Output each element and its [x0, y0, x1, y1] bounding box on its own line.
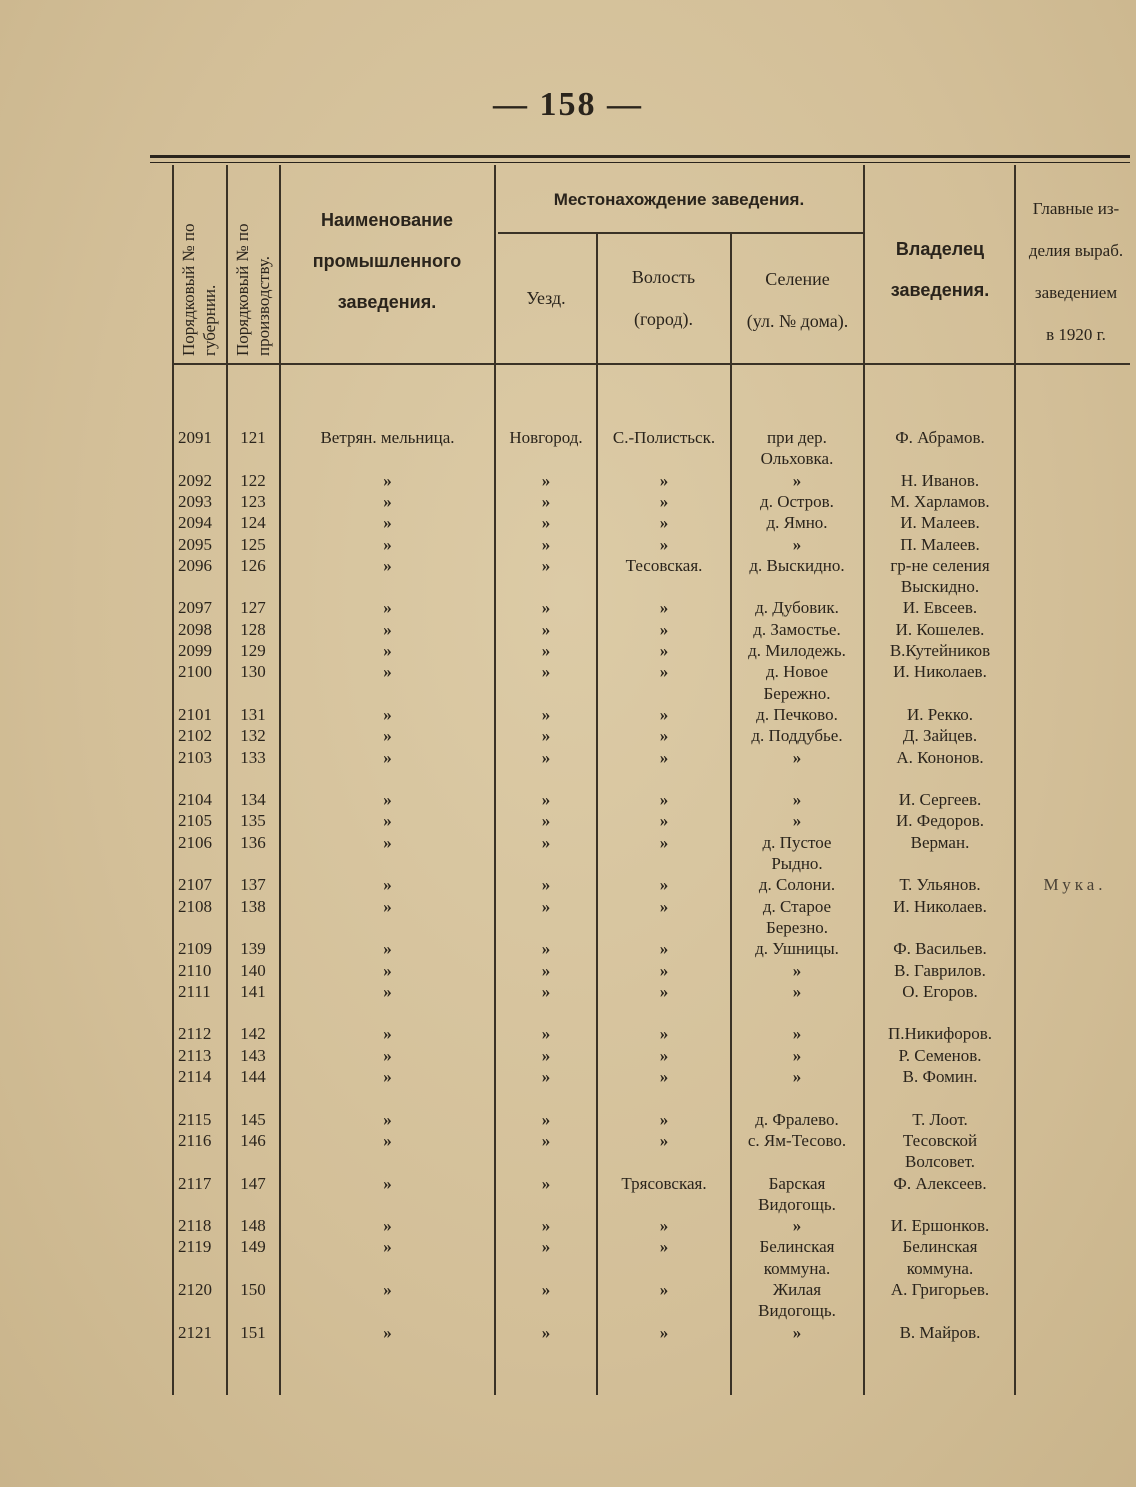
row-selenie: »: [792, 1045, 802, 1065]
row-number-gubernia: 2117: [178, 1173, 212, 1193]
row-owner: О. Егоров.: [902, 981, 978, 1001]
row-volost: »: [659, 1024, 669, 1044]
table-row: [0, 1087, 1136, 1109]
row-volost: С.-Полистьск.: [612, 428, 716, 447]
row-volost: Трясовская.: [621, 1173, 707, 1193]
row-number-gubernia: 2094: [178, 513, 212, 533]
row-owner: В. Фомин.: [902, 1067, 978, 1086]
subheader-rule: [498, 232, 863, 234]
row-number-gubernia: 2099: [178, 641, 212, 660]
row-name: »: [383, 790, 392, 810]
header-col-selenie: Селение (ул. № дома).: [746, 269, 849, 331]
row-owner: В. Майров.: [899, 1322, 981, 1342]
table-row: [0, 1023, 1136, 1045]
row-number-production: 143: [240, 1045, 266, 1065]
row-selenie: д. Печково.: [756, 704, 838, 724]
table-row: [0, 640, 1136, 662]
row-volost: »: [659, 662, 669, 682]
row-uezd: »: [541, 1280, 551, 1299]
row-selenie: »: [792, 981, 802, 1001]
row-number-gubernia: 2113: [178, 1045, 212, 1065]
row-uezd: »: [541, 811, 551, 831]
table-row: [0, 747, 1136, 769]
row-name: »: [383, 662, 392, 682]
row-selenie: д. Дубовик.: [755, 598, 839, 618]
row-number-gubernia: 2120: [178, 1280, 212, 1299]
row-owner: Ф. Васильев.: [893, 939, 987, 959]
row-owner: И. Кошелев.: [895, 619, 985, 639]
row-uezd: »: [541, 1216, 551, 1236]
row-selenie: »: [792, 534, 802, 554]
row-owner: И. Малеев.: [900, 513, 980, 533]
row-volost: »: [659, 832, 669, 852]
row-name: »: [383, 811, 392, 831]
row-number-gubernia: 2096: [178, 555, 212, 575]
row-number-gubernia: 2092: [178, 470, 212, 490]
row-selenie: д. Старое: [762, 896, 832, 916]
row-number-gubernia: 2107: [178, 875, 212, 895]
row-selenie: Ольховка.: [760, 449, 834, 469]
table-row: [0, 1215, 1136, 1237]
header-col-volost: Волость (город).: [631, 267, 696, 329]
row-name: »: [383, 981, 392, 1001]
row-uezd: »: [541, 641, 551, 660]
row-selenie: д. Пустое: [762, 832, 832, 852]
table-row: [0, 810, 1136, 832]
table-row: [0, 576, 1136, 598]
row-uezd: »: [541, 1173, 551, 1193]
table-row: [0, 427, 1136, 449]
row-owner: А. Григорьев.: [890, 1280, 990, 1299]
row-number-production: 135: [240, 811, 266, 831]
row-selenie: с. Ям-Тесово.: [747, 1130, 847, 1150]
row-number-production: 140: [240, 960, 266, 980]
row-name: »: [383, 534, 392, 554]
table-row: [0, 1173, 1136, 1195]
row-owner: коммуна.: [906, 1258, 974, 1278]
table-row: [0, 1258, 1136, 1280]
row-selenie: Видогощь.: [758, 1301, 836, 1321]
row-selenie: д. Фралево.: [755, 1109, 839, 1129]
row-name: »: [383, 747, 392, 767]
table-row: [0, 789, 1136, 811]
table-row: [0, 1109, 1136, 1131]
row-uezd: »: [541, 875, 551, 895]
header-col-products: Главные из- делия выраб. заведением в 1920 г.: [1028, 199, 1124, 344]
table-row: [0, 491, 1136, 513]
row-selenie: Видогощь.: [758, 1194, 836, 1214]
row-number-production: 122: [240, 470, 266, 490]
row-owner: Д. Зайцев.: [902, 726, 978, 746]
row-owner: М. Харламов.: [890, 491, 990, 511]
row-volost: »: [659, 598, 669, 618]
row-volost: »: [659, 1280, 669, 1299]
row-uezd: »: [541, 981, 551, 1001]
table-row: [0, 534, 1136, 556]
row-number-gubernia: 2119: [178, 1237, 212, 1257]
row-number-production: 125: [240, 534, 266, 554]
row-name: Ветрян. мельница.: [320, 428, 455, 447]
row-owner: И. Николаев.: [893, 662, 987, 682]
top-rule-thin: [150, 162, 1130, 163]
row-owner: Т. Лоот.: [912, 1109, 968, 1129]
row-volost: »: [659, 790, 669, 810]
table-row: [0, 1045, 1136, 1067]
row-owner: Верман.: [910, 832, 970, 852]
header-bottom-rule: [172, 363, 1130, 365]
row-number-gubernia: 2116: [178, 1130, 212, 1150]
row-owner: И. Сергеев.: [898, 790, 982, 810]
row-volost: »: [659, 726, 669, 746]
row-uezd: »: [541, 726, 551, 746]
row-number-gubernia: 2102: [178, 726, 212, 746]
row-name: »: [383, 619, 392, 639]
row-owner: Н. Иванов.: [900, 470, 980, 490]
row-number-production: 129: [240, 641, 266, 660]
table-row: [0, 1066, 1136, 1088]
table-row: [0, 981, 1136, 1003]
header-col-name: Наименование промышленного заведения.: [312, 210, 462, 312]
row-selenie: Барская: [768, 1173, 826, 1193]
row-owner: А. Кононов.: [896, 747, 984, 767]
row-selenie: при дер.: [767, 428, 827, 447]
row-uezd: »: [541, 598, 551, 618]
row-uezd: »: [541, 470, 551, 490]
row-volost: »: [659, 811, 669, 831]
row-volost: »: [659, 1067, 669, 1086]
row-name: »: [383, 491, 392, 511]
row-owner: И. Николаев.: [893, 896, 987, 916]
row-uezd: »: [541, 1130, 551, 1150]
row-number-gubernia: 2100: [178, 662, 212, 682]
row-volost: »: [659, 513, 669, 533]
row-uezd: »: [541, 747, 551, 767]
row-owner: Ф. Абрамов.: [895, 428, 985, 447]
row-number-production: 146: [240, 1130, 266, 1150]
row-number-production: 145: [240, 1109, 266, 1129]
header-col-gubernia: Порядковый № по губернии.: [179, 223, 219, 356]
row-volost: »: [659, 960, 669, 980]
row-selenie: Белинская: [759, 1237, 835, 1257]
row-uezd: »: [541, 1109, 551, 1129]
row-volost: »: [659, 875, 669, 895]
row-number-gubernia: 2105: [178, 811, 212, 831]
row-name: »: [383, 1216, 392, 1236]
table-row: [0, 960, 1136, 982]
row-volost: »: [659, 747, 669, 767]
row-owner: Белинская: [902, 1237, 978, 1257]
row-number-production: 121: [240, 428, 266, 447]
row-number-production: 138: [240, 896, 266, 916]
row-owner: П.Никифоров.: [887, 1024, 993, 1044]
row-number-gubernia: 2103: [178, 747, 212, 767]
row-number-gubernia: 2121: [178, 1322, 212, 1342]
row-name: »: [383, 598, 392, 618]
row-number-production: 132: [240, 726, 266, 746]
row-name: »: [383, 1322, 392, 1342]
row-selenie: »: [792, 811, 802, 831]
table-row: [0, 832, 1136, 854]
row-owner: Т. Ульянов.: [899, 875, 981, 895]
row-number-gubernia: 2101: [178, 704, 212, 724]
row-number-production: 128: [240, 619, 266, 639]
table-row: [0, 619, 1136, 641]
row-volost: »: [659, 1045, 669, 1065]
row-volost: »: [659, 470, 669, 490]
header-col-location: Местонахождение заведения.: [553, 190, 805, 209]
row-selenie: »: [792, 470, 802, 490]
row-number-gubernia: 2112: [178, 1024, 212, 1044]
row-uezd: »: [541, 704, 551, 724]
row-selenie: »: [792, 1216, 802, 1236]
table-row: [0, 555, 1136, 577]
row-number-production: 133: [240, 747, 266, 767]
table-row: [0, 853, 1136, 875]
row-uezd: »: [541, 790, 551, 810]
row-selenie: Березно.: [765, 917, 829, 937]
row-uezd: »: [541, 960, 551, 980]
row-owner: И. Евсеев.: [902, 598, 978, 618]
row-number-gubernia: 2097: [178, 598, 212, 618]
table-row: [0, 1279, 1136, 1301]
table-row: [0, 768, 1136, 790]
row-owner: И. Ершонков.: [890, 1216, 990, 1236]
row-owner: П. Малеев.: [900, 534, 980, 554]
row-volost: »: [659, 981, 669, 1001]
table-row: [0, 1236, 1136, 1258]
row-uezd: »: [541, 1237, 551, 1257]
row-selenie: д. Выскидно.: [749, 555, 845, 575]
row-selenie: д. Ушницы.: [755, 939, 839, 959]
row-volost: »: [659, 1322, 669, 1342]
table-row: [0, 1002, 1136, 1024]
row-uezd: »: [541, 1322, 551, 1342]
row-name: »: [383, 1109, 392, 1129]
table-row: [0, 1130, 1136, 1152]
row-number-production: 136: [240, 832, 266, 852]
row-volost: »: [659, 704, 669, 724]
table-row: [0, 938, 1136, 960]
row-selenie: д. Замостье.: [753, 619, 841, 639]
row-volost: »: [659, 939, 669, 959]
row-owner: Р. Семенов.: [898, 1045, 982, 1065]
row-number-production: 148: [240, 1216, 266, 1236]
row-name: »: [383, 470, 392, 490]
row-uezd: »: [541, 1045, 551, 1065]
row-number-production: 131: [240, 704, 266, 724]
row-number-production: 127: [240, 598, 266, 618]
row-number-production: 142: [240, 1024, 266, 1044]
table-row: [0, 874, 1136, 896]
row-number-gubernia: 2114: [178, 1067, 212, 1086]
table-row: [0, 597, 1136, 619]
row-selenie: »: [792, 1322, 802, 1342]
row-selenie: д. Ямно.: [766, 513, 828, 533]
row-uezd: »: [541, 491, 551, 511]
table-row: [0, 512, 1136, 534]
row-number-production: 123: [240, 491, 266, 511]
row-owner: Выскидно.: [900, 577, 980, 597]
page-number: — 158 —: [493, 86, 643, 123]
table-row: [0, 1194, 1136, 1216]
row-volost: »: [659, 1216, 669, 1236]
header-col-production: Порядковый № по производству.: [233, 223, 273, 356]
row-selenie: »: [792, 790, 802, 810]
row-number-gubernia: 2109: [178, 939, 212, 959]
row-name: »: [383, 1024, 392, 1044]
row-uezd: »: [541, 534, 551, 554]
row-selenie: Жилая: [772, 1280, 822, 1299]
header-col-uezd: Уезд.: [526, 288, 566, 308]
row-name: »: [383, 1237, 392, 1257]
row-selenie: »: [792, 747, 802, 767]
row-volost: »: [659, 491, 669, 511]
row-uezd: »: [541, 619, 551, 639]
row-name: »: [383, 555, 392, 575]
table-row: [0, 1151, 1136, 1173]
row-volost: »: [659, 1130, 669, 1150]
table-row: [0, 704, 1136, 726]
table-row: [0, 1300, 1136, 1322]
row-selenie: д. Солони.: [758, 875, 836, 895]
row-number-production: 137: [240, 875, 266, 895]
row-name: »: [383, 641, 392, 660]
row-name: »: [383, 1067, 392, 1086]
row-name: »: [383, 896, 392, 916]
row-number-gubernia: 2108: [178, 896, 212, 916]
row-volost: »: [659, 1237, 669, 1257]
row-volost: »: [659, 534, 669, 554]
table-row: [0, 896, 1136, 918]
row-number-production: 134: [240, 790, 266, 810]
table-row: [0, 448, 1136, 470]
row-owner: И. Рекко.: [907, 704, 973, 724]
row-number-production: 124: [240, 513, 266, 533]
row-selenie: д. Остров.: [760, 491, 834, 511]
row-volost: »: [659, 641, 669, 660]
row-selenie: »: [792, 1024, 802, 1044]
row-number-gubernia: 2118: [178, 1216, 212, 1236]
row-selenie: Бережно.: [763, 683, 831, 703]
row-number-gubernia: 2098: [178, 619, 212, 639]
row-owner: Ф. Алексеев.: [893, 1173, 987, 1193]
row-name: »: [383, 704, 392, 724]
row-selenie: д. Милодежь.: [748, 641, 846, 660]
table-row: [0, 1322, 1136, 1344]
row-number-production: 130: [240, 662, 266, 682]
row-number-gubernia: 2091: [178, 428, 212, 447]
row-owner: Тесовской: [902, 1130, 978, 1150]
row-uezd: »: [541, 662, 551, 682]
row-number-production: 150: [240, 1280, 266, 1299]
row-uezd: »: [541, 1024, 551, 1044]
top-rule: [150, 155, 1130, 158]
row-owner: В. Гаврилов.: [894, 960, 986, 980]
row-number-production: 126: [240, 555, 266, 575]
row-number-gubernia: 2093: [178, 491, 212, 511]
row-uezd: »: [541, 939, 551, 959]
row-volost: Тесовская.: [625, 555, 703, 575]
row-volost: »: [659, 619, 669, 639]
row-number-gubernia: 2115: [178, 1109, 212, 1129]
row-selenie: д. Новое: [765, 662, 829, 682]
row-number-gubernia: 2095: [178, 534, 212, 554]
row-owner: В.Кутейников: [889, 641, 991, 660]
row-name: »: [383, 1130, 392, 1150]
row-number-production: 151: [240, 1322, 266, 1342]
row-owner: И. Федоров.: [896, 811, 984, 831]
row-name: »: [383, 832, 392, 852]
table-row: [0, 917, 1136, 939]
row-name: »: [383, 1173, 392, 1193]
table-row: [0, 470, 1136, 492]
row-selenie: »: [792, 960, 802, 980]
row-name: »: [383, 1280, 392, 1299]
row-uezd: »: [541, 555, 551, 575]
row-number-gubernia: 2106: [178, 832, 212, 852]
row-number-gubernia: 2110: [178, 960, 212, 980]
row-owner: Волсовет.: [904, 1152, 976, 1172]
row-volost: »: [659, 896, 669, 916]
row-name: »: [383, 726, 392, 746]
row-name: »: [383, 513, 392, 533]
row-selenie: Рыдно.: [771, 854, 823, 873]
row-uezd: »: [541, 832, 551, 852]
row-number-gubernia: 2111: [178, 981, 211, 1001]
row-number-production: 147: [240, 1173, 266, 1193]
row-uezd: »: [541, 1067, 551, 1086]
row-uezd: Новгород.: [509, 428, 583, 447]
row-number-production: 139: [240, 939, 266, 959]
row-name: »: [383, 960, 392, 980]
table-row: [0, 661, 1136, 683]
table-row: [0, 725, 1136, 747]
row-owner: гр-не селения: [890, 555, 990, 575]
row-selenie: коммуна.: [763, 1258, 831, 1278]
row-volost: »: [659, 1109, 669, 1129]
row-name: »: [383, 939, 392, 959]
row-selenie: »: [792, 1067, 802, 1086]
row-number-gubernia: 2104: [178, 790, 212, 810]
header-col-owner: Владелец заведения.: [890, 239, 990, 300]
row-number-production: 144: [240, 1067, 266, 1086]
table-row: [0, 683, 1136, 705]
row-uezd: »: [541, 896, 551, 916]
row-name: »: [383, 875, 392, 895]
row-name: »: [383, 1045, 392, 1065]
product-value: Мука.: [1043, 875, 1107, 894]
row-selenie: д. Поддубье.: [751, 726, 843, 746]
row-uezd: »: [541, 513, 551, 533]
row-number-production: 141: [240, 981, 266, 1001]
row-number-production: 149: [240, 1237, 266, 1257]
